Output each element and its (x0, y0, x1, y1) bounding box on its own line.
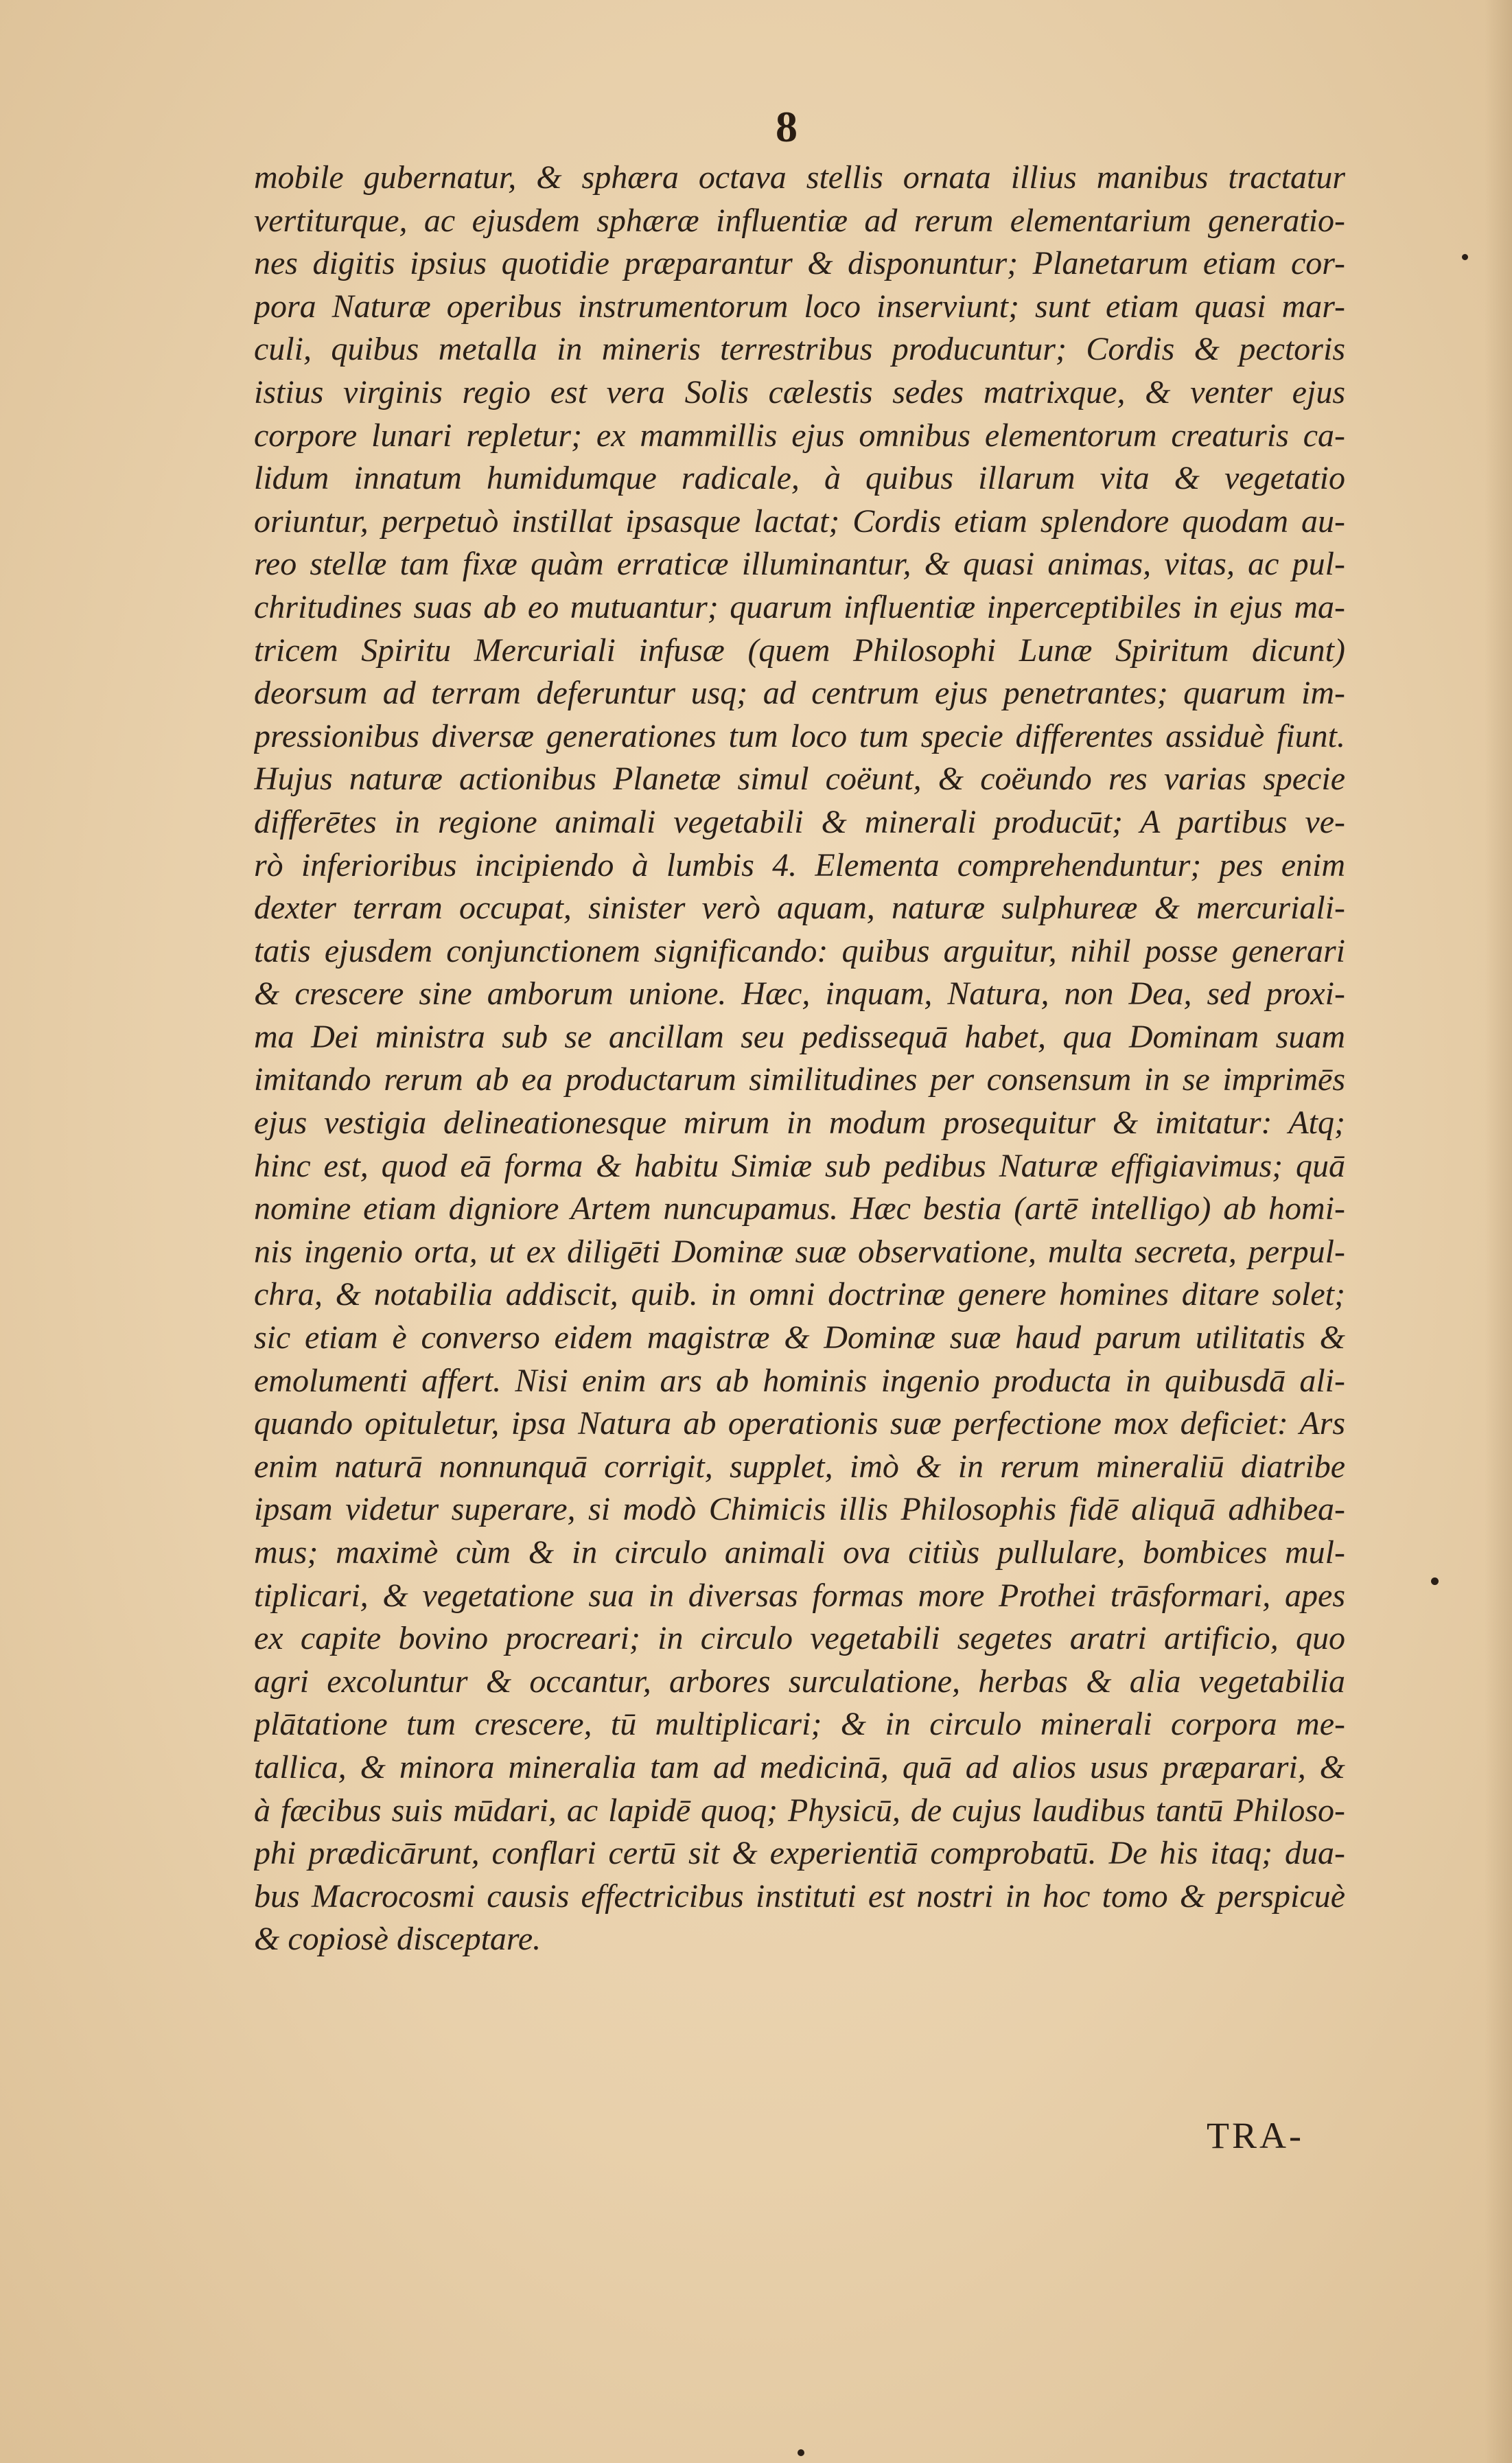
text-line: lidum innatum humidumque radicale, à quibus illarum vita & vegetatio (254, 460, 1345, 497)
text-line: tatis ejusdem conjunctionem significando: quibus arguitur, nihil posse generari (254, 932, 1345, 969)
text-line: ejus vestigia delineationesque mirum in modum prosequitur & imitatur: Atq; (254, 1105, 1345, 1142)
text-line: tallica, & minora mineralia tam ad medicinā, quā ad alios usus præparari, & (254, 1748, 1345, 1785)
text-line: & crescere sine amborum unione. Hæc, inquam, Natura, non Dea, sed proxi- (254, 975, 1345, 1013)
text-line: pressionibus diversæ generationes tum loco tum specie differentes assiduè fiunt. (254, 717, 1345, 754)
ink-spot (1462, 254, 1468, 260)
text-line: emolumenti affert. Nisi enim ars ab hominis ingenio producta in quibusdā ali- (254, 1362, 1345, 1399)
text-line: & copiosè disceptare. (254, 1921, 542, 1958)
text-line: imitando rerum ab ea productarum similitudines per consensum in se imprimēs (254, 1061, 1345, 1098)
text-line: vertiturque, ac ejusdem sphæræ influentiæ ad rerum elementarium generatio- (254, 202, 1345, 239)
ink-spot (798, 2449, 804, 2456)
text-line: sic etiam è converso eidem magistræ & Dominæ suæ haud parum utilitatis & (254, 1319, 1345, 1356)
catchword: TRA- (1207, 2115, 1304, 2156)
text-line: bus Macrocosmi causis effectricibus instituti est nostri in hoc tomo & perspicuè (254, 1877, 1345, 1915)
text-line: nis ingenio orta, ut ex diligēti Dominæ suæ observatione, multa secreta, perpul- (254, 1233, 1345, 1270)
text-line: à fæcibus suis mūdari, ac lapidē quoq; Physicū, de cujus laudibus tantū Philoso- (254, 1792, 1345, 1829)
text-line: nomine etiam digniore Artem nuncupamus. Hæc bestia (artē intelligo) ab homi- (254, 1190, 1345, 1227)
text-line: differētes in regione animali vegetabili & minerali producūt; A partibus ve- (254, 803, 1345, 840)
text-line: hinc est, quod eā forma & habitu Simiæ sub pedibus Naturæ effigiavimus; quā (254, 1147, 1345, 1184)
page-number: 8 (776, 102, 798, 151)
text-line: mobile gubernatur, & sphæra octava stellis ornata illius manibus tractatur (254, 159, 1345, 196)
text-line: mus; maximè cùm & in circulo animali ova citiùs pullulare, bombices mul- (254, 1534, 1345, 1571)
text-line: oriuntur, perpetuò instillat ipsasque lactat; Cordis etiam splendore quodam au- (254, 502, 1345, 540)
text-line: tricem Spiritu Mercuriali infusæ (quem Philosophi Lunæ Spiritum dicunt) (254, 632, 1345, 669)
text-line: reo stellæ tam fixæ quàm erraticæ illuminantur, & quasi animas, vitas, ac pul- (254, 546, 1345, 583)
body-text (254, 157, 1345, 1961)
text-line: chritudines suas ab eo mutuantur; quarum influentiæ inperceptibiles in ejus ma- (254, 588, 1345, 625)
text-line: nes digitis ipsius quotidie præparantur & disponuntur; Planetarum etiam cor- (254, 245, 1345, 282)
text-line: ex capite bovino procreari; in circulo vegetabili segetes aratri artificio, quo (254, 1620, 1345, 1657)
text-line: chra, & notabilia addiscit, quib. in omni doctrinæ genere homines ditare solet; (254, 1276, 1345, 1313)
text-line: quando opituletur, ipsa Natura ab operationis suæ perfectione mox deficiet: Ars (254, 1405, 1345, 1442)
text-line: rò inferioribus incipiendo à lumbis 4. Elementa comprehenduntur; pes enim (254, 846, 1345, 883)
text-line: dexter terram occupat, sinister verò aquam, naturæ sulphureæ & mercuriali- (254, 890, 1345, 927)
text-line: phi prædicārunt, conflari certū sit & experientiā comprobatū. De his itaq; dua- (254, 1835, 1345, 1872)
text-line: enim naturā nonnunquā corrigit, supplet, imò & in rerum mineraliū diatribe (254, 1448, 1345, 1485)
ink-spot (1431, 1577, 1439, 1585)
text-line: pora Naturæ operibus instrumentorum loco inserviunt; sunt etiam quasi mar- (254, 288, 1345, 325)
text-line: ipsam videtur superare, si modò Chimicis illis Philosophis fidē aliquā adhibea- (254, 1491, 1345, 1528)
text-line: istius virginis regio est vera Solis cælestis sedes matrixque, & venter ejus (254, 373, 1345, 410)
text-line: tiplicari, & vegetatione sua in diversas formas more Prothei trāsformari, apes (254, 1577, 1345, 1614)
text-line: corpore lunari repletur; ex mammillis ejus omnibus elementorum creaturis ca- (254, 417, 1345, 454)
text-line: agri excoluntur & occantur, arbores surculatione, herbas & alia vegetabilia (254, 1663, 1345, 1700)
text-line: Hujus naturæ actionibus Planetæ simul coëunt, & coëundo res varias specie (254, 761, 1345, 798)
text-line: ma Dei ministra sub se ancillam seu pedissequā habet, qua Dominam suam (254, 1018, 1345, 1055)
text-line: plātatione tum crescere, tū multiplicari; & in circulo minerali corpora me- (254, 1706, 1345, 1743)
page-edge-shadow (1485, 0, 1512, 2463)
text-line: deorsum ad terram deferuntur usq; ad centrum ejus penetrantes; quarum im- (254, 675, 1345, 712)
text-line: culi, quibus metalla in mineris terrestribus producuntur; Cordis & pectoris (254, 331, 1345, 368)
